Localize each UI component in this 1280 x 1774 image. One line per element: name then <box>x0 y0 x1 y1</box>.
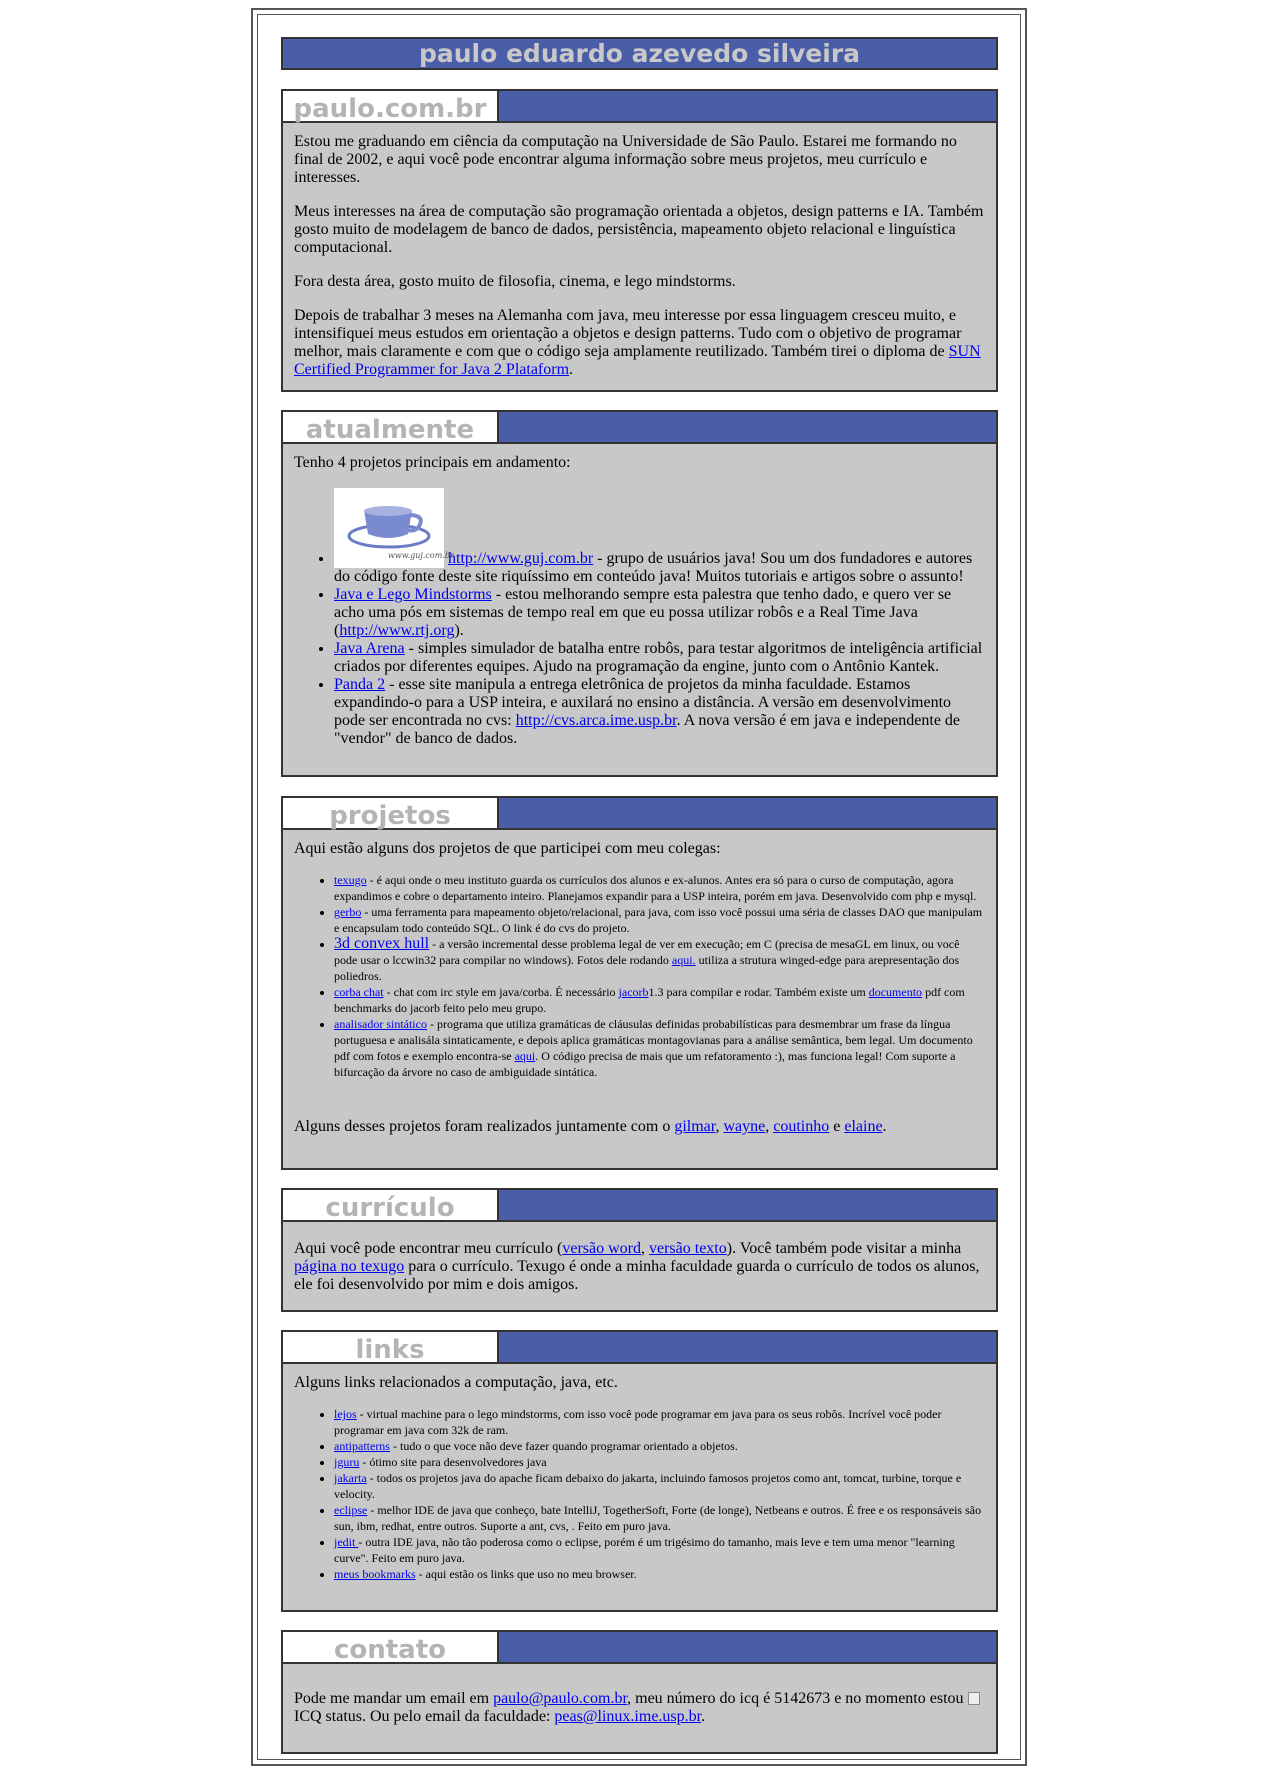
elaine-link[interactable]: elaine <box>844 1118 883 1135</box>
link-antipatterns[interactable]: antipatterns <box>334 1439 390 1453</box>
contact-t4: . <box>701 1708 706 1725</box>
corba-end: pdf com benchmarks do jacorb feito pelo meu grupo. <box>334 985 965 1015</box>
link-desc: - ótimo site para desenvolvedores java <box>359 1455 547 1469</box>
section-heading: contato <box>283 1632 499 1662</box>
list-item <box>334 904 985 936</box>
broken-image-icon <box>968 1692 980 1705</box>
gerbo-desc: - uma ferramenta para mapeamento objeto/relacional, para java, com isso você possui uma séria de classes DAO que manipulam e encapsulam todo conteúdo SQL. O link é do cvs do projeto. <box>334 905 983 935</box>
texugo-link[interactable]: texugo <box>334 873 367 887</box>
section-projects <box>281 796 998 1170</box>
sep: , <box>640 1240 649 1257</box>
about-paragraph-4 <box>294 307 985 379</box>
contact-text <box>294 1690 985 1726</box>
section-header <box>283 798 996 830</box>
wayne-link[interactable]: wayne <box>723 1118 766 1135</box>
corba-desc: - chat com irc style em java/corba. É necessário <box>383 985 619 999</box>
outro-text: Alguns desses projetos foram realizados juntamente com o <box>294 1118 675 1135</box>
section-about <box>281 89 998 392</box>
link-eclipse[interactable]: eclipse <box>334 1503 368 1517</box>
analisador-pdf-link[interactable]: aqui <box>514 1049 536 1063</box>
list-item <box>334 1566 985 1582</box>
section-contact <box>281 1630 998 1754</box>
guj-mug-image <box>334 488 454 568</box>
list-item <box>334 1470 985 1502</box>
texugo-page-link[interactable]: página no texugo <box>294 1258 405 1275</box>
java-arena-link[interactable]: Java Arena <box>334 640 405 657</box>
comma: , <box>715 1118 724 1135</box>
gilmar-link[interactable]: gilmar <box>674 1118 716 1135</box>
link-bookmarks[interactable]: meus bookmarks <box>334 1567 416 1581</box>
arena-desc: - simples simulador de batalha entre robôs, para testar algoritmos de inteligência artificial criados por diferentes equipes. Ajudo na programação da engine, junto com o Antônio Kantek. <box>334 640 983 675</box>
resume-t1: Aqui você pode encontrar meu currículo ( <box>294 1240 563 1257</box>
contact-t3: Ou pelo email da faculdade: <box>366 1708 555 1725</box>
contact-t1: Pode me mandar um email em <box>294 1690 494 1707</box>
list-item <box>334 872 985 904</box>
section-heading: projetos <box>283 798 499 828</box>
about-end: . <box>569 361 574 378</box>
analisador-end: . O código precisa de mais que um refatoramento :), mas funciona legal! Com suporte a bifurcação da árvore no caso de ambiguidade sintática. <box>334 1049 956 1079</box>
about-text: Depois de trabalhar 3 meses na Alemanha com java, meu interesse por essa linguagem cresceu muito, e intensifiquei meus estudos em orientação a objetos e design patterns. Tudo com o objetivo de programar melhor, mais claramente e com que o código seja amplamente reutilizado. Também tirei o diploma de <box>294 307 962 360</box>
section-resume <box>281 1188 998 1312</box>
link-jakarta[interactable]: jakarta <box>334 1471 367 1485</box>
comma: , <box>765 1118 774 1135</box>
links-list <box>294 1406 985 1582</box>
list-item <box>334 984 985 1016</box>
link-desc: - virtual machine para o lego mindstorms, com isso você pode programar em java para os seus robôs. Incrível você poder programar em java com 32k de ram. <box>334 1407 942 1437</box>
list-item <box>334 488 985 586</box>
guj-desc: - grupo de usuários java! Sou um dos fundadores e autores do código fonte deste site riquíssimo em conteúdo java! Muitos tutoriais e artigos sobre o assunto! <box>334 550 973 585</box>
corba-mid: 1.3 para compilar e rodar. Também existe um <box>648 985 869 999</box>
convex-hull-link[interactable]: 3d convex hull <box>334 935 430 952</box>
link-desc: - outra IDE java, não tão poderosa como o eclipse, porém é um trigésimo do tamanho, mais leve e tem uma menor "learning curve". Feito em puro java. <box>334 1535 955 1565</box>
resume-text-link[interactable]: versão texto <box>648 1240 727 1257</box>
resume-t2: ). Você também pode visitar a minha <box>726 1240 962 1257</box>
cvs-link[interactable]: http://cvs.arca.ime.usp.br <box>515 712 677 729</box>
gerbo-link[interactable]: gerbo <box>334 905 362 919</box>
university-email-link[interactable]: peas@linux.ime.usp.br <box>554 1708 702 1725</box>
lego-end: ). <box>454 622 464 639</box>
icq-alt-text: ICQ status. <box>294 1708 366 1725</box>
lego-desc: - estou melhorando sempre esta palestra que tenho dado, e quero ver se acho uma pós em sistemas de tempo real em que eu possa utilizar robôs e a Real Time Java ( <box>334 586 952 639</box>
documento-link[interactable]: documento <box>868 985 923 999</box>
panda-desc: - esse site manipula a entrega eletrônica de projetos da minha faculdade. Estamos expandindo-o para a USP inteira, e auxilará no ensino a distância. A versão em desenvolvimento pode ser encontrada no cvs: <box>334 676 952 729</box>
analisador-link[interactable]: analisador sintático <box>334 1017 427 1031</box>
section-header <box>283 1632 996 1664</box>
link-jedit[interactable]: jedit <box>334 1535 359 1549</box>
section-header <box>283 412 996 444</box>
resume-word-link[interactable]: versão word <box>562 1240 641 1257</box>
section-links <box>281 1330 998 1612</box>
sun-cert-link[interactable]: SUN Certified Programmer for Java 2 Plataform <box>294 343 981 378</box>
section-header <box>283 1332 996 1364</box>
texugo-desc: - é aqui onde o meu instituto guarda os currículos dos alunos e ex-alunos. Antes era só para o curso de computação, agora expandimos e cobre o departamento inteiro. Planejamos expandir para a USP inteira, porém em java. Desenvolvido com php e mysql. <box>334 873 977 903</box>
projects-list <box>294 872 985 1080</box>
link-desc: - aqui estão os links que uso no meu browser. <box>415 1567 637 1581</box>
mug-caption: • www.guj.com.br <box>388 551 454 560</box>
corba-chat-link[interactable]: corba chat <box>334 985 384 999</box>
section-header <box>283 91 996 123</box>
list-item <box>334 1534 985 1566</box>
resume-text <box>294 1240 985 1294</box>
section-heading: links <box>283 1332 499 1362</box>
about-paragraph-2: Meus interesses na área de computação são programação orientada a objetos, design patterns e IA. Também gosto muito de modelagem de banco de dados, persistência, mapeamento objeto relacional e linguística computacional. <box>294 203 984 256</box>
guj-link[interactable]: http://www.guj.com.br <box>448 550 594 567</box>
resume-t3: para o currículo. Texugo é onde a minha faculdade guarda o currículo de todos os alunos, ele foi desenvolvido por mim e dois amigos. <box>294 1258 980 1293</box>
section-heading: currículo <box>283 1190 499 1220</box>
current-projects-list <box>294 488 985 748</box>
link-desc: - melhor IDE de java que conheço, bate IntelliJ, TogetherSoft, Forte (de longe), Netbeans e outros. É free e os responsáveis são sun, ibm, redhat, entre outros. Suporte a ant, cvs, . Feito em puro java. <box>334 1503 982 1533</box>
convex-end: utiliza a strutura winged-edge para arepresentação dos poliedros. <box>334 953 960 983</box>
panda2-link[interactable]: Panda 2 <box>334 676 386 693</box>
section-heading: paulo.com.br <box>283 91 499 121</box>
page-title: paulo eduardo azevedo silveira <box>281 37 998 70</box>
dot: . <box>882 1118 887 1135</box>
lego-mindstorms-link[interactable]: Java e Lego Mindstorms <box>334 586 492 603</box>
list-item <box>334 1016 985 1080</box>
list-item <box>334 586 985 640</box>
about-paragraph-1: Estou me graduando em ciência da computação na Universidade de São Paulo. Estarei me formando no final de 2002, e aqui você pode encontrar alguma informação sobre meus projetos, meu currículo e interesses. <box>294 133 957 186</box>
link-lejos[interactable]: lejos <box>334 1407 357 1421</box>
list-item <box>334 640 985 676</box>
panda-end: . A nova versão é em java e independente de "vendor" de banco de dados. <box>334 712 961 747</box>
list-item <box>334 1454 985 1470</box>
section-heading: atualmente <box>283 412 499 442</box>
section-header <box>283 1190 996 1222</box>
link-desc: - todos os projetos java do apache ficam debaixo do jakarta, incluindo famosos projetos como ant, tomcat, turbine, torque e velocity. <box>334 1471 962 1501</box>
projects-outro <box>294 1118 985 1136</box>
convex-desc: - a versão incremental desse problema legal de ver em execução; em C (precisa de mesaGL em linux, ou você pode usar o lccwin32 para compilar no windows). Fotos dele rodando <box>334 937 960 967</box>
jacorb-link[interactable]: jacorb <box>618 985 649 999</box>
rtj-link[interactable]: http://www.rtj.org <box>339 622 455 639</box>
list-item <box>334 676 985 748</box>
current-intro: Tenho 4 projetos principais em andamento: <box>294 454 571 471</box>
list-item <box>334 1438 985 1454</box>
link-jguru[interactable]: jguru <box>334 1455 360 1469</box>
analisador-desc: - programa que utiliza gramáticas de cláusulas definidas probabilísticas para desmembrar um frase da língua portuguesa e analisála sintaticamente, e depois aplica gramáticas montagovianas para a análise semântica, bem legal. Um documento pdf com fotos e exemplo encontra-se <box>334 1017 973 1063</box>
email-link[interactable]: paulo@paulo.com.br <box>493 1690 628 1707</box>
list-item <box>334 1406 985 1438</box>
coutinho-link[interactable]: coutinho <box>773 1118 830 1135</box>
list-item <box>334 1502 985 1534</box>
contact-t2: , meu número do icq é 5142673 e no momento estou <box>627 1690 968 1707</box>
links-intro: Alguns links relacionados a computação, java, etc. <box>294 1374 618 1391</box>
and-text: e <box>829 1118 845 1135</box>
projects-intro: Aqui estão alguns dos projetos de que participei com meu colegas: <box>294 840 721 857</box>
section-current <box>281 410 998 777</box>
about-paragraph-3: Fora desta área, gosto muito de filosofia, cinema, e lego mindstorms. <box>294 273 736 290</box>
list-item <box>334 936 985 984</box>
link-desc: - tudo o que voce não deve fazer quando programar orientado a objetos. <box>389 1439 738 1453</box>
convex-photos-link[interactable]: aqui. <box>671 953 696 967</box>
